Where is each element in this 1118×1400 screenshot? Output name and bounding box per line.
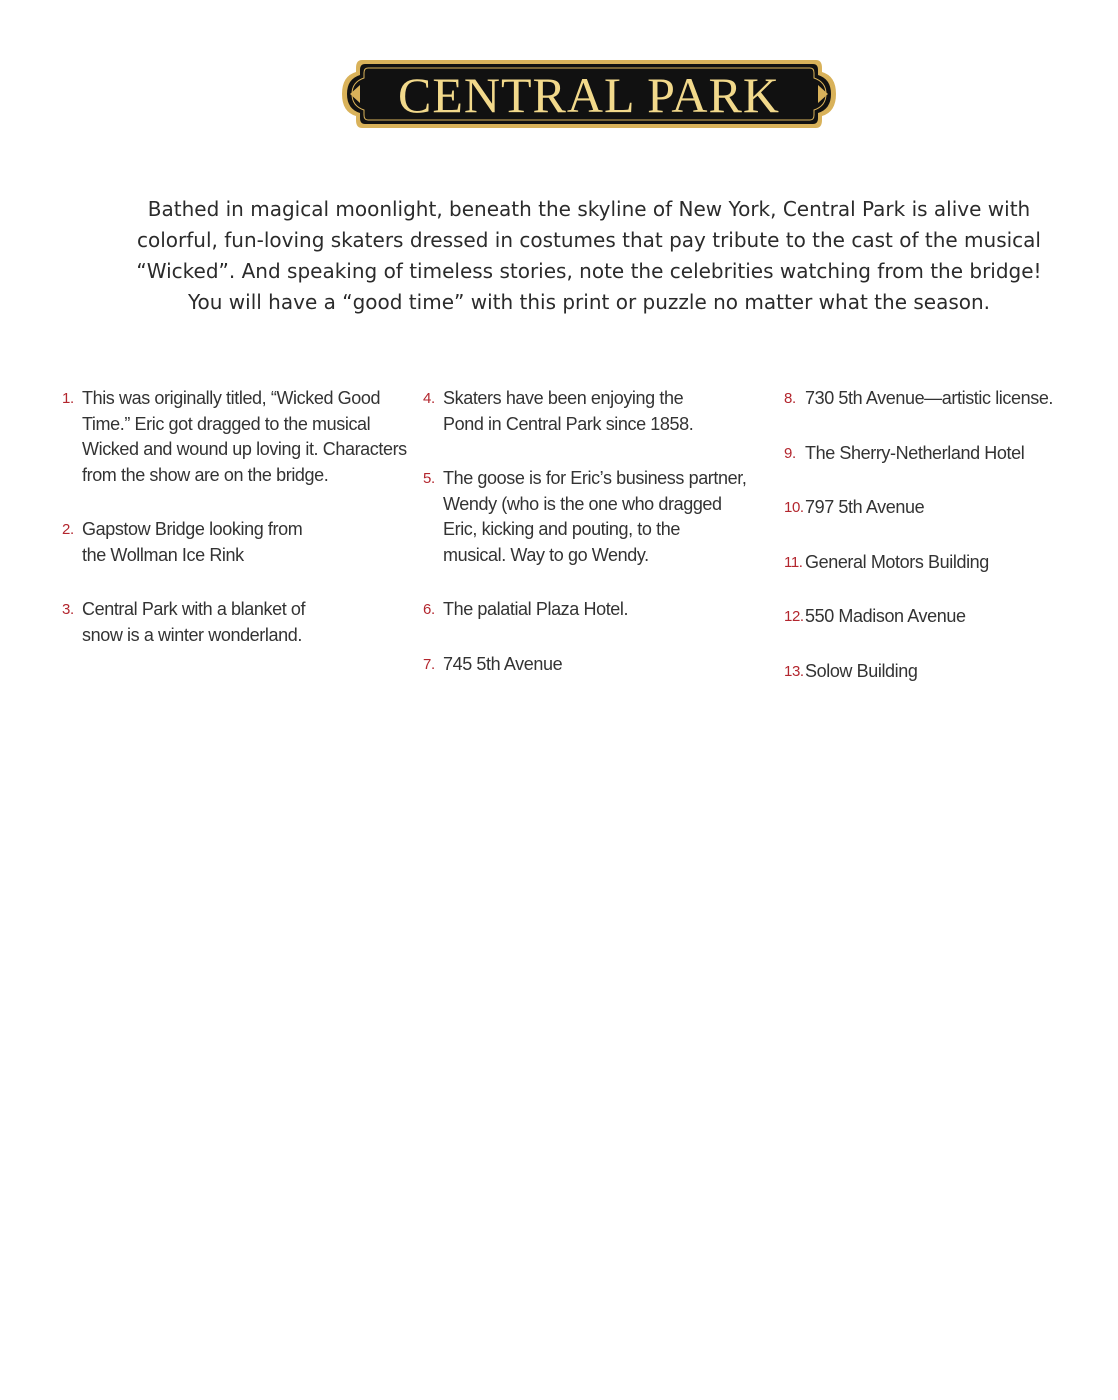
note-text — [805, 659, 1104, 685]
note-line: Central Park with a blanket of — [82, 599, 306, 619]
note-item — [784, 659, 1104, 685]
page-title: CENTRAL PARK — [398, 67, 780, 123]
note-line: Time.” Eric got dragged to the musical — [82, 413, 371, 434]
note-item — [62, 517, 402, 568]
note-line: Solow Building — [805, 660, 918, 681]
note-item — [784, 604, 1104, 630]
note-text — [805, 495, 1104, 521]
note-item — [423, 466, 763, 568]
note-number: 2. — [62, 521, 74, 538]
note-line: Wendy (who is the one who dragged — [443, 493, 722, 514]
note-number: 4. — [423, 390, 435, 407]
note-number: 5. — [423, 470, 435, 487]
note-item — [784, 550, 1104, 576]
note-text — [82, 517, 402, 568]
note-text — [805, 441, 1104, 467]
note-line: Wicked and wound up loving it. Characters — [82, 439, 407, 459]
note-number: 3. — [62, 601, 74, 618]
notes-column-1 — [62, 386, 407, 677]
notes-column-2 — [423, 386, 763, 706]
note-item — [423, 652, 763, 678]
intro-line: colorful, fun-loving skaters dressed in costumes that pay tribute to the cast of the musical — [137, 228, 1041, 252]
note-line: Pond in Central Park since 1858. — [443, 413, 694, 434]
note-text — [82, 386, 407, 488]
note-line: 797 5th Avenue — [805, 497, 925, 517]
note-line: musical. Way to go Wendy. — [443, 544, 649, 565]
note-line: This was originally titled, “Wicked Good — [82, 388, 381, 408]
note-text — [443, 597, 763, 623]
note-item — [784, 386, 1104, 412]
note-line: 745 5th Avenue — [443, 653, 563, 674]
note-number: 7. — [423, 655, 435, 673]
intro-line: “Wicked”. And speaking of timeless stories, note the celebrities watching from the bridge! — [136, 259, 1042, 283]
title-plaque — [340, 58, 838, 130]
note-line: Eric, kicking and pouting, to the — [443, 519, 680, 539]
note-text — [443, 652, 763, 678]
intro-paragraph — [120, 194, 1058, 318]
note-number: 8. — [784, 390, 796, 407]
note-number: 12. — [784, 608, 804, 625]
note-line: 550 Madison Avenue — [805, 606, 966, 626]
note-line: the Wollman Ice Rink — [82, 544, 244, 565]
note-line: The goose is for Eric’s business partner, — [443, 468, 747, 488]
note-number: 1. — [62, 390, 74, 407]
note-item — [62, 386, 407, 488]
note-line: 730 5th Avenue—artistic license. — [805, 388, 1054, 408]
note-item — [423, 597, 763, 623]
note-text — [443, 386, 763, 437]
note-line: The Sherry-Netherland Hotel — [805, 442, 1025, 463]
note-line: from the show are on the bridge. — [82, 464, 329, 485]
note-item — [784, 441, 1104, 467]
note-line: Gapstow Bridge looking from — [82, 519, 303, 539]
intro-line: You will have a “good time” with this print or puzzle no matter what the season. — [187, 290, 991, 314]
notes-column-3 — [784, 386, 1104, 713]
note-text — [805, 604, 1104, 630]
note-text — [805, 386, 1104, 412]
note-item — [423, 386, 763, 437]
note-text — [805, 550, 1104, 576]
note-line: Skaters have been enjoying the — [443, 388, 684, 408]
note-line: The palatial Plaza Hotel. — [443, 599, 629, 619]
note-number: 6. — [423, 601, 435, 618]
note-text — [443, 466, 763, 568]
note-number: 10. — [784, 499, 804, 516]
note-number: 11. — [784, 553, 803, 571]
intro-line: Bathed in magical moonlight, beneath the skyline of New York, Central Park is alive with — [147, 197, 1031, 221]
note-line: General Motors Building — [805, 551, 989, 572]
note-number: 9. — [784, 444, 796, 462]
note-number: 13. — [784, 662, 804, 680]
note-item — [62, 597, 402, 648]
note-text — [82, 597, 402, 648]
note-line: snow is a winter wonderland. — [82, 624, 302, 645]
note-item — [784, 495, 1104, 521]
